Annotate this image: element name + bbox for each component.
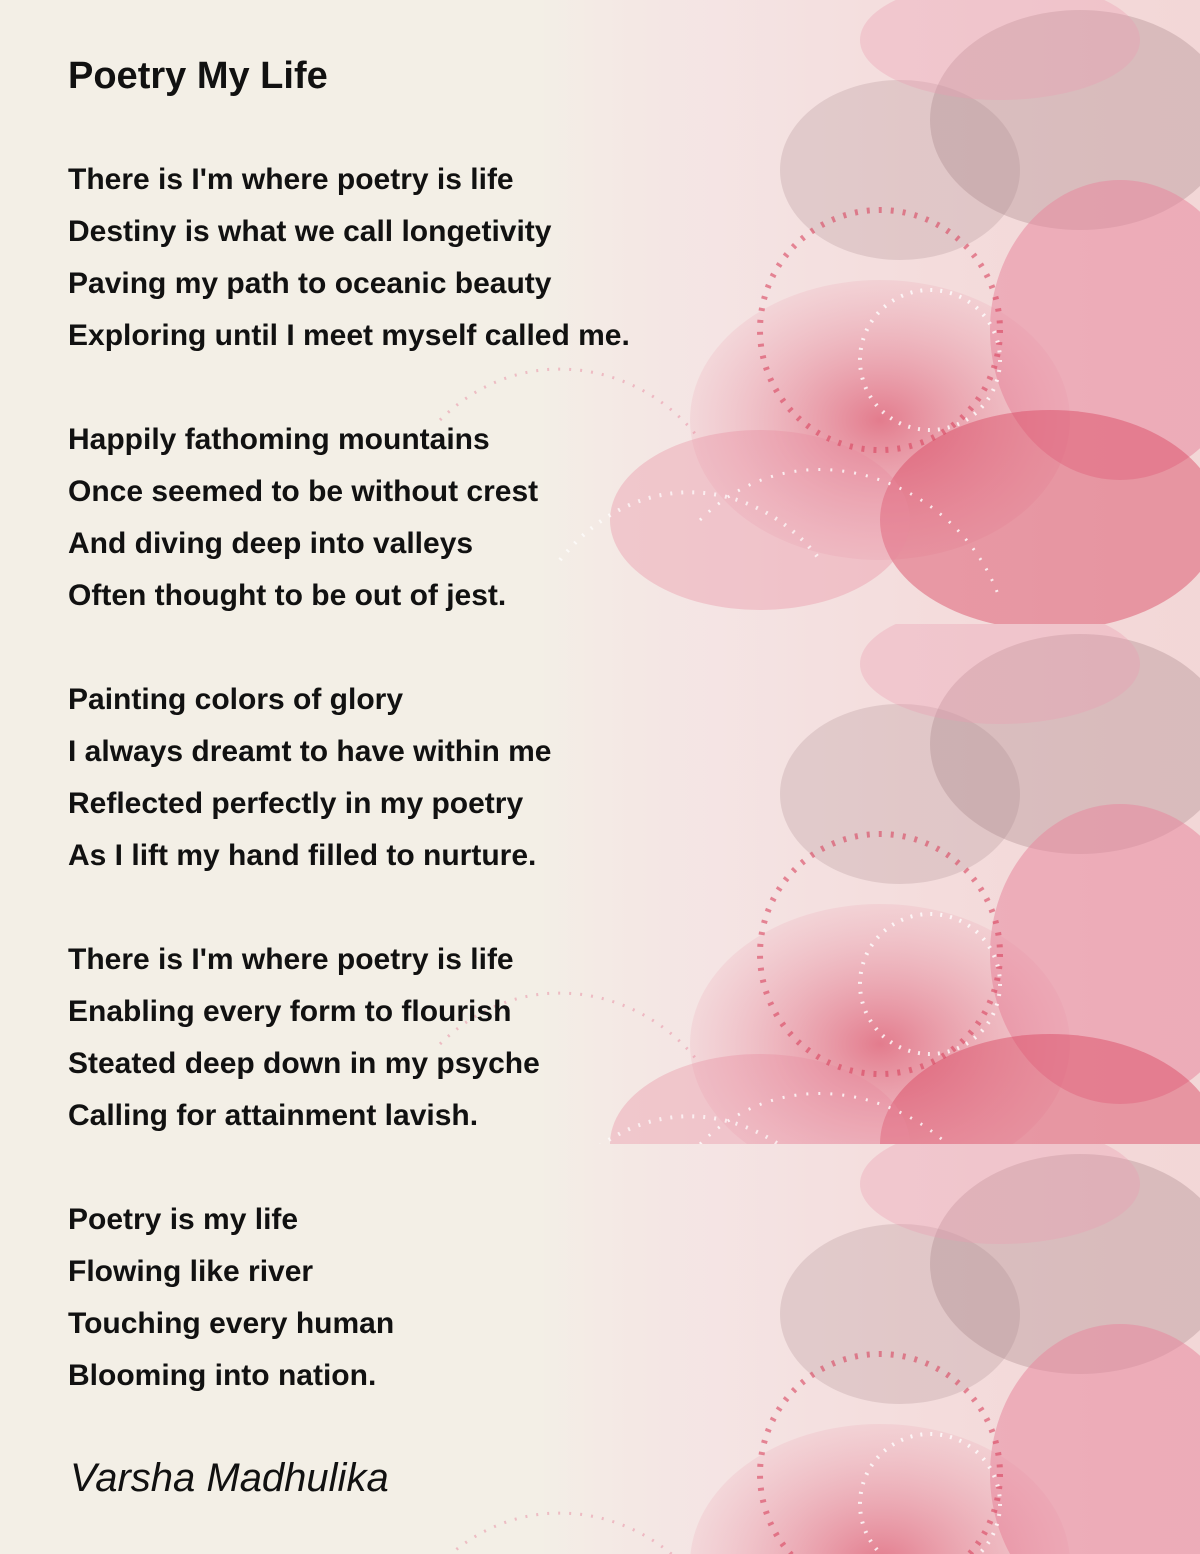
- poem-author: Varsha Madhulika: [70, 1456, 389, 1500]
- stanza: [68, 674, 788, 882]
- poem-line: Destiny is what we call longetivity: [68, 215, 552, 248]
- stanza: [68, 1194, 788, 1402]
- poem-line: Poetry is my life: [68, 1203, 299, 1236]
- poem-line: Exploring until I meet myself called me.: [68, 319, 630, 352]
- poem-line: Once seemed to be without crest: [68, 475, 539, 508]
- poem-line: Touching every human: [68, 1307, 395, 1340]
- poem-title: Poetry My Life: [68, 55, 328, 97]
- poem-line: And diving deep into valleys: [68, 527, 474, 560]
- stanza: [68, 154, 788, 362]
- poem-line: Paving my path to oceanic beauty: [68, 267, 552, 300]
- poem-line: Happily fathoming mountains: [68, 423, 490, 456]
- poem-line: Steated deep down in my psyche: [68, 1047, 540, 1080]
- stanza: [68, 414, 788, 622]
- poem-line: Enabling every form to flourish: [68, 995, 512, 1028]
- poem-line: Often thought to be out of jest.: [68, 579, 507, 612]
- poem-line: I always dreamt to have within me: [68, 735, 552, 768]
- poem-line: Painting colors of glory: [68, 683, 404, 716]
- poem-line: There is I'm where poetry is life: [68, 163, 514, 196]
- poem-line: Reflected perfectly in my poetry: [68, 787, 524, 820]
- stanza: [68, 934, 788, 1142]
- poem-line: There is I'm where poetry is life: [68, 943, 514, 976]
- poem-body: [68, 154, 788, 1454]
- poem-line: As I lift my hand filled to nurture.: [68, 839, 537, 872]
- poem-line: Blooming into nation.: [68, 1359, 377, 1392]
- poem-line: Flowing like river: [68, 1255, 314, 1288]
- poem-line: Calling for attainment lavish.: [68, 1099, 479, 1132]
